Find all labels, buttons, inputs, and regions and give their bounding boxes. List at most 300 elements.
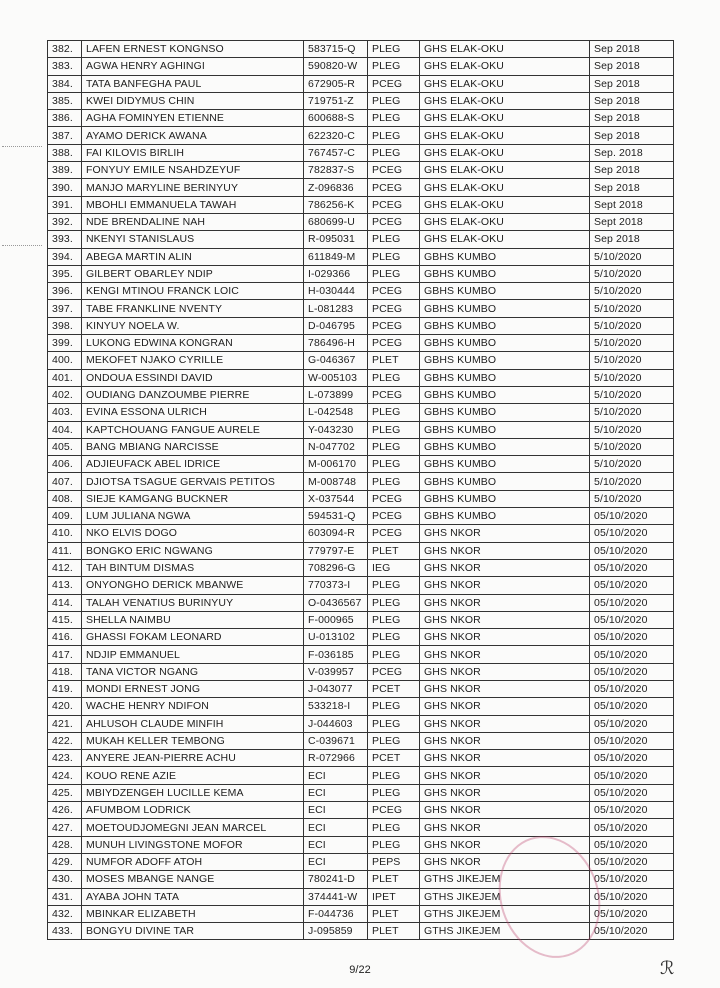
school-cell: GBHS KUMBO: [420, 369, 590, 386]
school-cell: GHS ELAK-OKU: [420, 231, 590, 248]
row-number-cell: 387.: [48, 127, 82, 144]
school-cell: GHS ELAK-OKU: [420, 196, 590, 213]
grade-cell: PLET: [368, 905, 420, 922]
school-cell: GHS ELAK-OKU: [420, 58, 590, 75]
grade-cell: PEPS: [368, 853, 420, 870]
posting-date-cell: 5/10/2020: [590, 335, 674, 352]
grade-cell: PLEG: [368, 646, 420, 663]
table-row: [48, 386, 674, 403]
matricule-cell: ECI: [304, 853, 368, 870]
school-cell: GTHS JIKEJEM: [420, 923, 590, 940]
matricule-cell: 594531-Q: [304, 508, 368, 525]
full-name-cell: MOETOUDJOMEGNI JEAN MARCEL: [82, 819, 304, 836]
row-number-cell: 399.: [48, 335, 82, 352]
table-row: [48, 352, 674, 369]
full-name-cell: BONGKO ERIC NGWANG: [82, 542, 304, 559]
table-row: [48, 542, 674, 559]
table-row: [48, 646, 674, 663]
full-name-cell: AHLUSOH CLAUDE MINFIH: [82, 715, 304, 732]
school-cell: GHS NKOR: [420, 525, 590, 542]
matricule-cell: O-0436567: [304, 594, 368, 611]
row-number-cell: 390.: [48, 179, 82, 196]
school-cell: GBHS KUMBO: [420, 438, 590, 455]
row-number-cell: 405.: [48, 438, 82, 455]
table-row: [48, 629, 674, 646]
grade-cell: PCEG: [368, 162, 420, 179]
table-row: [48, 421, 674, 438]
row-number-cell: 403.: [48, 404, 82, 421]
posting-date-cell: 5/10/2020: [590, 386, 674, 403]
matricule-cell: F-000965: [304, 611, 368, 628]
row-number-cell: 426.: [48, 802, 82, 819]
matricule-cell: 603094-R: [304, 525, 368, 542]
full-name-cell: LUKONG EDWINA KONGRAN: [82, 335, 304, 352]
grade-cell: PCEG: [368, 213, 420, 230]
posting-date-cell: 5/10/2020: [590, 283, 674, 300]
posting-date-cell: 05/10/2020: [590, 715, 674, 732]
school-cell: GHS ELAK-OKU: [420, 162, 590, 179]
row-number-cell: 423.: [48, 750, 82, 767]
posting-date-cell: 05/10/2020: [590, 663, 674, 680]
matricule-cell: 719751-Z: [304, 92, 368, 109]
school-cell: GTHS JIKEJEM: [420, 888, 590, 905]
row-number-cell: 433.: [48, 923, 82, 940]
school-cell: GHS NKOR: [420, 646, 590, 663]
posting-date-cell: 05/10/2020: [590, 750, 674, 767]
full-name-cell: LAFEN ERNEST KONGNSO: [82, 41, 304, 58]
matricule-cell: 708296-G: [304, 559, 368, 576]
school-cell: GBHS KUMBO: [420, 248, 590, 265]
row-number-cell: 415.: [48, 611, 82, 628]
row-number-cell: 424.: [48, 767, 82, 784]
row-number-cell: 408.: [48, 490, 82, 507]
matricule-cell: 786256-K: [304, 196, 368, 213]
posting-date-cell: Sep 2018: [590, 110, 674, 127]
table-row: [48, 335, 674, 352]
full-name-cell: BONGYU DIVINE TAR: [82, 923, 304, 940]
school-cell: GBHS KUMBO: [420, 265, 590, 282]
school-cell: GHS ELAK-OKU: [420, 213, 590, 230]
posting-date-cell: 05/10/2020: [590, 732, 674, 749]
matricule-cell: C-039671: [304, 732, 368, 749]
posting-date-cell: 05/10/2020: [590, 784, 674, 801]
matricule-cell: 600688-S: [304, 110, 368, 127]
matricule-cell: 779797-E: [304, 542, 368, 559]
posting-date-cell: 05/10/2020: [590, 611, 674, 628]
full-name-cell: OUDIANG DANZOUMBE PIERRE: [82, 386, 304, 403]
posting-date-cell: 05/10/2020: [590, 646, 674, 663]
full-name-cell: KAPTCHOUANG FANGUE AURELE: [82, 421, 304, 438]
matricule-cell: M-008748: [304, 473, 368, 490]
grade-cell: PLEG: [368, 732, 420, 749]
table-row: [48, 196, 674, 213]
matricule-cell: U-013102: [304, 629, 368, 646]
matricule-cell: 533218-I: [304, 698, 368, 715]
row-number-cell: 416.: [48, 629, 82, 646]
full-name-cell: MBIYDZENGEH LUCILLE KEMA: [82, 784, 304, 801]
matricule-cell: 767457-C: [304, 144, 368, 161]
posting-date-cell: 5/10/2020: [590, 456, 674, 473]
full-name-cell: NKO ELVIS DOGO: [82, 525, 304, 542]
full-name-cell: TANA VICTOR NGANG: [82, 663, 304, 680]
grade-cell: IEG: [368, 559, 420, 576]
posting-date-cell: 05/10/2020: [590, 559, 674, 576]
table-row: [48, 577, 674, 594]
matricule-cell: 374441-W: [304, 888, 368, 905]
table-row: [48, 231, 674, 248]
posting-date-cell: 05/10/2020: [590, 923, 674, 940]
matricule-cell: 590820-W: [304, 58, 368, 75]
grade-cell: PCET: [368, 680, 420, 697]
full-name-cell: MANJO MARYLINE BERINYUY: [82, 179, 304, 196]
full-name-cell: MBINKAR ELIZABETH: [82, 905, 304, 922]
matricule-cell: N-047702: [304, 438, 368, 455]
posting-date-cell: 5/10/2020: [590, 490, 674, 507]
full-name-cell: SIEJE KAMGANG BUCKNER: [82, 490, 304, 507]
table-row: [48, 58, 674, 75]
school-cell: GHS NKOR: [420, 611, 590, 628]
grade-cell: PCEG: [368, 663, 420, 680]
school-cell: GHS ELAK-OKU: [420, 110, 590, 127]
grade-cell: PLEG: [368, 41, 420, 58]
row-number-cell: 427.: [48, 819, 82, 836]
matricule-cell: ECI: [304, 819, 368, 836]
page-number: 9/22: [349, 964, 371, 976]
posting-date-cell: 05/10/2020: [590, 594, 674, 611]
school-cell: GHS NKOR: [420, 767, 590, 784]
school-cell: GHS NKOR: [420, 559, 590, 576]
posting-date-cell: 05/10/2020: [590, 525, 674, 542]
table-row: [48, 41, 674, 58]
table-row: [48, 265, 674, 282]
table-row: [48, 680, 674, 697]
posting-date-cell: 05/10/2020: [590, 508, 674, 525]
matricule-cell: 770373-I: [304, 577, 368, 594]
matricule-cell: J-044603: [304, 715, 368, 732]
matricule-cell: 622320-C: [304, 127, 368, 144]
row-number-cell: 388.: [48, 144, 82, 161]
row-number-cell: 412.: [48, 559, 82, 576]
grade-cell: PLEG: [368, 248, 420, 265]
row-number-cell: 384.: [48, 75, 82, 92]
full-name-cell: WACHE HENRY NDIFON: [82, 698, 304, 715]
matricule-cell: W-005103: [304, 369, 368, 386]
table-row: [48, 802, 674, 819]
grade-cell: PLEG: [368, 698, 420, 715]
school-cell: GHS NKOR: [420, 594, 590, 611]
table-row: [48, 75, 674, 92]
row-number-cell: 409.: [48, 508, 82, 525]
school-cell: GHS ELAK-OKU: [420, 144, 590, 161]
full-name-cell: ONYONGHO DERICK MBANWE: [82, 577, 304, 594]
row-number-cell: 407.: [48, 473, 82, 490]
grade-cell: PLEG: [368, 611, 420, 628]
row-number-cell: 397.: [48, 300, 82, 317]
school-cell: GBHS KUMBO: [420, 283, 590, 300]
row-number-cell: 404.: [48, 421, 82, 438]
full-name-cell: NKENYI STANISLAUS: [82, 231, 304, 248]
table-row: [48, 490, 674, 507]
school-cell: GHS NKOR: [420, 819, 590, 836]
table-row: [48, 559, 674, 576]
table-row: [48, 92, 674, 109]
full-name-cell: AGHA FOMINYEN ETIENNE: [82, 110, 304, 127]
school-cell: GHS NKOR: [420, 698, 590, 715]
grade-cell: PLEG: [368, 110, 420, 127]
row-number-cell: 425.: [48, 784, 82, 801]
posting-date-cell: 05/10/2020: [590, 819, 674, 836]
school-cell: GBHS KUMBO: [420, 456, 590, 473]
table-row: [48, 213, 674, 230]
grade-cell: PCEG: [368, 75, 420, 92]
grade-cell: PLEG: [368, 231, 420, 248]
posting-date-cell: Sep 2018: [590, 231, 674, 248]
row-number-cell: 395.: [48, 265, 82, 282]
posting-date-cell: 05/10/2020: [590, 577, 674, 594]
matricule-cell: L-073899: [304, 386, 368, 403]
row-number-cell: 398.: [48, 317, 82, 334]
posting-date-cell: 5/10/2020: [590, 421, 674, 438]
full-name-cell: TABE FRANKLINE NVENTY: [82, 300, 304, 317]
matricule-cell: 583715-Q: [304, 41, 368, 58]
grade-cell: PLEG: [368, 715, 420, 732]
grade-cell: PCEG: [368, 317, 420, 334]
table-row: [48, 144, 674, 161]
matricule-cell: R-072966: [304, 750, 368, 767]
matricule-cell: ECI: [304, 767, 368, 784]
grade-cell: PLEG: [368, 784, 420, 801]
school-cell: GBHS KUMBO: [420, 490, 590, 507]
full-name-cell: MONDI ERNEST JONG: [82, 680, 304, 697]
row-number-cell: 413.: [48, 577, 82, 594]
school-cell: GBHS KUMBO: [420, 508, 590, 525]
posting-date-cell: 05/10/2020: [590, 698, 674, 715]
table-row: [48, 438, 674, 455]
school-cell: GBHS KUMBO: [420, 404, 590, 421]
matricule-cell: G-046367: [304, 352, 368, 369]
posting-date-cell: 05/10/2020: [590, 802, 674, 819]
matricule-cell: 672905-R: [304, 75, 368, 92]
table-row: [48, 767, 674, 784]
posting-date-cell: 5/10/2020: [590, 265, 674, 282]
grade-cell: PCEG: [368, 525, 420, 542]
posting-date-cell: 05/10/2020: [590, 871, 674, 888]
table-row: [48, 283, 674, 300]
row-number-cell: 417.: [48, 646, 82, 663]
matricule-cell: 782837-S: [304, 162, 368, 179]
school-cell: GBHS KUMBO: [420, 386, 590, 403]
school-cell: GHS NKOR: [420, 629, 590, 646]
full-name-cell: NDJIP EMMANUEL: [82, 646, 304, 663]
posting-date-cell: 5/10/2020: [590, 473, 674, 490]
table-row: [48, 508, 674, 525]
school-cell: GBHS KUMBO: [420, 421, 590, 438]
full-name-cell: ADJIEUFACK ABEL IDRICE: [82, 456, 304, 473]
full-name-cell: DJIOTSA TSAGUE GERVAIS PETITOS: [82, 473, 304, 490]
matricule-cell: L-042548: [304, 404, 368, 421]
full-name-cell: BANG MBIANG NARCISSE: [82, 438, 304, 455]
grade-cell: PLET: [368, 923, 420, 940]
full-name-cell: MOSES MBANGE NANGE: [82, 871, 304, 888]
grade-cell: PLEG: [368, 819, 420, 836]
grade-cell: PLEG: [368, 404, 420, 421]
full-name-cell: ONDOUA ESSINDI DAVID: [82, 369, 304, 386]
posting-date-cell: Sep 2018: [590, 127, 674, 144]
grade-cell: PLEG: [368, 577, 420, 594]
row-number-cell: 402.: [48, 386, 82, 403]
row-number-cell: 410.: [48, 525, 82, 542]
posting-date-cell: Sep 2018: [590, 92, 674, 109]
matricule-cell: 780241-D: [304, 871, 368, 888]
grade-cell: PLEG: [368, 473, 420, 490]
grade-cell: PCEG: [368, 386, 420, 403]
grade-cell: PLEG: [368, 92, 420, 109]
table-row: [48, 611, 674, 628]
grade-cell: PLET: [368, 352, 420, 369]
full-name-cell: AYAMO DERICK AWANA: [82, 127, 304, 144]
full-name-cell: MEKOFET NJAKO CYRILLE: [82, 352, 304, 369]
school-cell: GHS NKOR: [420, 577, 590, 594]
grade-cell: PLEG: [368, 438, 420, 455]
matricule-cell: ECI: [304, 784, 368, 801]
row-number-cell: 394.: [48, 248, 82, 265]
grade-cell: PLEG: [368, 127, 420, 144]
full-name-cell: MUKAH KELLER TEMBONG: [82, 732, 304, 749]
posting-date-cell: Sept 2018: [590, 196, 674, 213]
table-row: [48, 127, 674, 144]
grade-cell: PLET: [368, 542, 420, 559]
posting-date-cell: 05/10/2020: [590, 836, 674, 853]
posting-date-cell: 05/10/2020: [590, 888, 674, 905]
posting-date-cell: Sep. 2018: [590, 144, 674, 161]
matricule-cell: X-037544: [304, 490, 368, 507]
grade-cell: PCEG: [368, 300, 420, 317]
full-name-cell: AFUMBOM LODRICK: [82, 802, 304, 819]
table-row: [48, 784, 674, 801]
full-name-cell: KENGI MTINOU FRANCK LOIC: [82, 283, 304, 300]
posting-date-cell: Sep 2018: [590, 179, 674, 196]
full-name-cell: MUNUH LIVINGSTONE MOFOR: [82, 836, 304, 853]
school-cell: GBHS KUMBO: [420, 300, 590, 317]
full-name-cell: GILBERT OBARLEY NDIP: [82, 265, 304, 282]
table-row: [48, 300, 674, 317]
table-row: [48, 525, 674, 542]
row-number-cell: 432.: [48, 905, 82, 922]
full-name-cell: EVINA ESSONA ULRICH: [82, 404, 304, 421]
grade-cell: PCEG: [368, 490, 420, 507]
matricule-cell: J-043077: [304, 680, 368, 697]
posting-date-cell: Sep 2018: [590, 41, 674, 58]
full-name-cell: AYABA JOHN TATA: [82, 888, 304, 905]
posting-date-cell: 05/10/2020: [590, 629, 674, 646]
row-number-cell: 411.: [48, 542, 82, 559]
school-cell: GHS NKOR: [420, 680, 590, 697]
matricule-cell: F-036185: [304, 646, 368, 663]
table-row: [48, 663, 674, 680]
posting-date-cell: Sept 2018: [590, 213, 674, 230]
roster-body: [48, 41, 674, 940]
table-row: [48, 715, 674, 732]
posting-date-cell: 5/10/2020: [590, 248, 674, 265]
matricule-cell: ECI: [304, 802, 368, 819]
row-number-cell: 421.: [48, 715, 82, 732]
grade-cell: PLEG: [368, 594, 420, 611]
staff-roster-table: [47, 40, 674, 940]
posting-date-cell: 5/10/2020: [590, 404, 674, 421]
posting-date-cell: Sep 2018: [590, 58, 674, 75]
posting-date-cell: Sep 2018: [590, 75, 674, 92]
row-number-cell: 400.: [48, 352, 82, 369]
posting-date-cell: 5/10/2020: [590, 317, 674, 334]
full-name-cell: FAI KILOVIS BIRLIH: [82, 144, 304, 161]
row-number-cell: 429.: [48, 853, 82, 870]
full-name-cell: GHASSI FOKAM LEONARD: [82, 629, 304, 646]
table-row: [48, 473, 674, 490]
row-number-cell: 422.: [48, 732, 82, 749]
full-name-cell: KWEI DIDYMUS CHIN: [82, 92, 304, 109]
full-name-cell: LUM JULIANA NGWA: [82, 508, 304, 525]
table-row: [48, 179, 674, 196]
row-number-cell: 420.: [48, 698, 82, 715]
row-number-cell: 385.: [48, 92, 82, 109]
school-cell: GHS ELAK-OKU: [420, 179, 590, 196]
full-name-cell: MBOHLI EMMANUELA TAWAH: [82, 196, 304, 213]
school-cell: GBHS KUMBO: [420, 317, 590, 334]
full-name-cell: SHELLA NAIMBU: [82, 611, 304, 628]
matricule-cell: F-044736: [304, 905, 368, 922]
school-cell: GHS NKOR: [420, 853, 590, 870]
matricule-cell: H-030444: [304, 283, 368, 300]
row-number-cell: 418.: [48, 663, 82, 680]
full-name-cell: NDE BRENDALINE NAH: [82, 213, 304, 230]
table-row: [48, 162, 674, 179]
row-number-cell: 389.: [48, 162, 82, 179]
row-number-cell: 419.: [48, 680, 82, 697]
posting-date-cell: 05/10/2020: [590, 542, 674, 559]
school-cell: GHS ELAK-OKU: [420, 127, 590, 144]
table-row: [48, 317, 674, 334]
table-row: [48, 248, 674, 265]
matricule-cell: J-095859: [304, 923, 368, 940]
row-number-cell: 382.: [48, 41, 82, 58]
table-row: [48, 819, 674, 836]
row-number-cell: 428.: [48, 836, 82, 853]
row-number-cell: 391.: [48, 196, 82, 213]
school-cell: GTHS JIKEJEM: [420, 905, 590, 922]
grade-cell: PCEG: [368, 179, 420, 196]
grade-cell: PLEG: [368, 265, 420, 282]
grade-cell: PLEG: [368, 144, 420, 161]
table-row: [48, 698, 674, 715]
full-name-cell: TALAH VENATIUS BURINYUY: [82, 594, 304, 611]
full-name-cell: TAH BINTUM DISMAS: [82, 559, 304, 576]
full-name-cell: KINYUY NOELA W.: [82, 317, 304, 334]
posting-date-cell: 5/10/2020: [590, 438, 674, 455]
table-row: [48, 404, 674, 421]
full-name-cell: ANYERE JEAN-PIERRE ACHU: [82, 750, 304, 767]
matricule-cell: 611849-M: [304, 248, 368, 265]
matricule-cell: L-081283: [304, 300, 368, 317]
row-number-cell: 401.: [48, 369, 82, 386]
matricule-cell: 786496-H: [304, 335, 368, 352]
table-row: [48, 110, 674, 127]
row-number-cell: 386.: [48, 110, 82, 127]
school-cell: GHS NKOR: [420, 663, 590, 680]
grade-cell: IPET: [368, 888, 420, 905]
posting-date-cell: 05/10/2020: [590, 905, 674, 922]
margin-mark: [2, 146, 42, 149]
grade-cell: PLET: [368, 871, 420, 888]
